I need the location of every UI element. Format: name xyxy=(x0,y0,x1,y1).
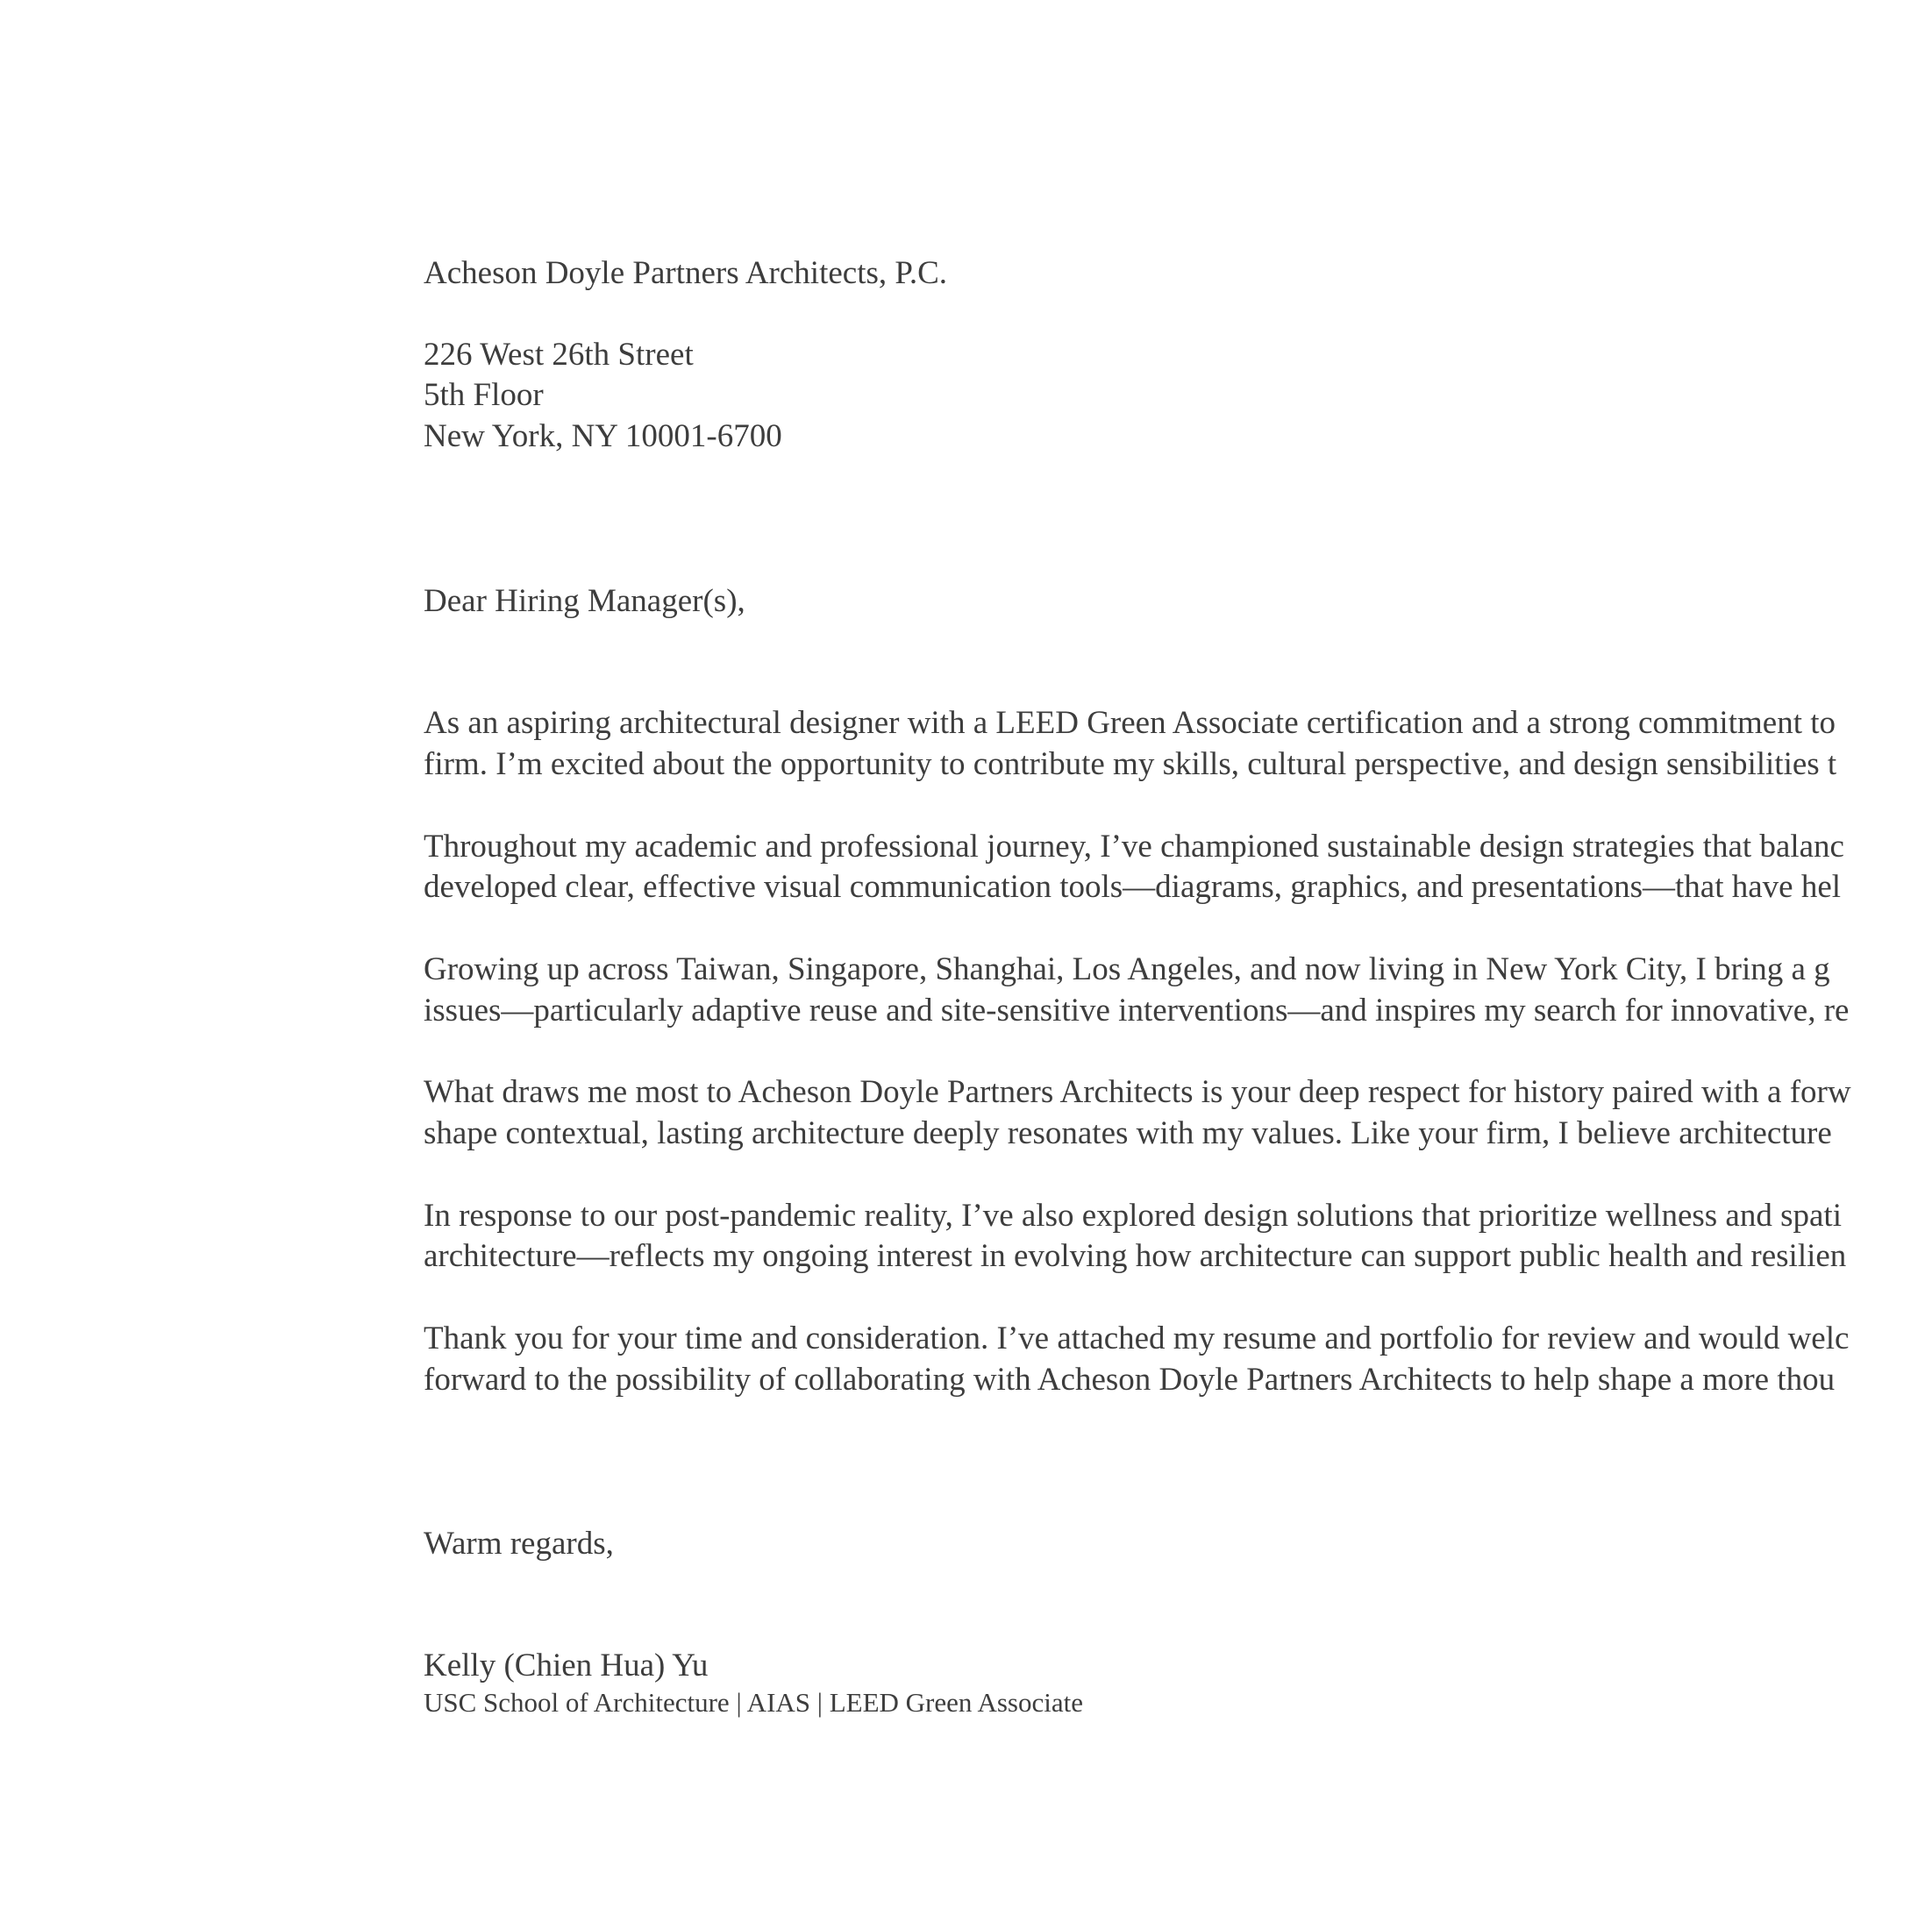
paragraph-6-line1: Thank you for your time and consideration. I’ve attached my resume and portfolio for review and would welc xyxy=(424,1320,1850,1356)
paragraph-2-line2: developed clear, effective visual communication tools—diagrams, graphics, and presentations—that have hel xyxy=(424,869,1842,905)
signature-credentials: USC School of Architecture | AIAS | LEED Green Associate xyxy=(424,1687,1083,1718)
paragraph-5-line1: In response to our post-pandemic reality, I’ve also explored design solutions that prioritize wellness and spati xyxy=(424,1198,1842,1234)
recipient-address-line1: 226 West 26th Street xyxy=(424,337,694,373)
paragraph-5-line2: architecture—reflects my ongoing interest in evolving how architecture can support public health and resilien xyxy=(424,1238,1847,1274)
paragraph-4-line2: shape contextual, lasting architecture deeply resonates with my values. Like your firm, I believe architecture xyxy=(424,1115,1832,1151)
paragraph-1-line2: firm. I’m excited about the opportunity to contribute my skills, cultural perspective, and design sensibilities t xyxy=(424,746,1837,782)
closing: Warm regards, xyxy=(424,1526,614,1562)
paragraph-3-line1: Growing up across Taiwan, Singapore, Shanghai, Los Angeles, and now living in New York City, I bring a g xyxy=(424,951,1830,987)
signature-name: Kelly (Chien Hua) Yu xyxy=(424,1648,709,1683)
paragraph-1-line1: As an aspiring architectural designer with a LEED Green Associate certification and a strong commitment to xyxy=(424,705,1836,741)
recipient-address-line2: 5th Floor xyxy=(424,377,544,413)
salutation: Dear Hiring Manager(s), xyxy=(424,583,745,619)
recipient-address-line3: New York, NY 10001-6700 xyxy=(424,418,782,454)
paragraph-2-line1: Throughout my academic and professional journey, I’ve championed sustainable design strategies that balanc xyxy=(424,829,1844,865)
paragraph-4-line1: What draws me most to Acheson Doyle Partners Architects is your deep respect for history paired with a forw xyxy=(424,1074,1851,1110)
recipient-company: Acheson Doyle Partners Architects, P.C. xyxy=(424,255,948,291)
paragraph-6-line2: forward to the possibility of collaborating with Acheson Doyle Partners Architects to help shape a more thou xyxy=(424,1362,1836,1398)
paragraph-3-line2: issues—particularly adaptive reuse and site-sensitive interventions—and inspires my search for innovative, re xyxy=(424,993,1850,1029)
